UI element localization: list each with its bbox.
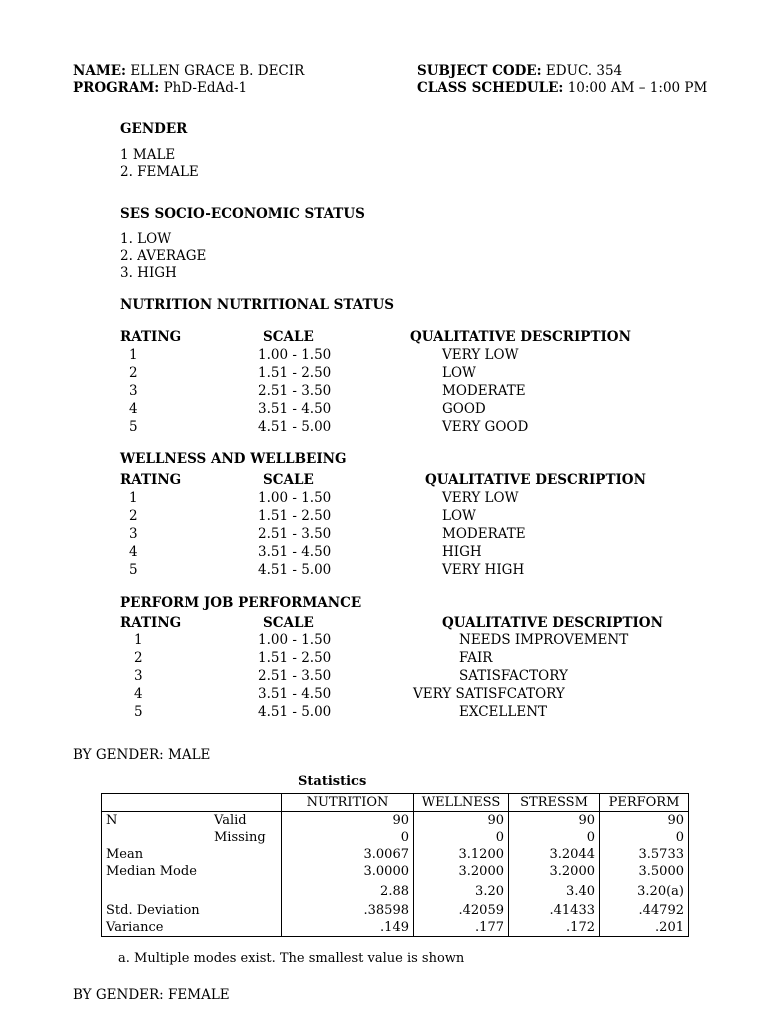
mean-value: 3.2044 (509, 846, 600, 863)
perform-rating: 2 (134, 650, 143, 666)
schedule-value: 10:00 AM – 1:00 PM (567, 80, 708, 96)
program-label: PROGRAM: (73, 80, 160, 96)
perform-scale: 1.00 - 1.50 (258, 632, 332, 648)
missing-value: 0 (600, 829, 689, 846)
perform-desc: FAIR (459, 650, 493, 666)
valid-value: 90 (282, 812, 414, 830)
mean-value: 3.1200 (414, 846, 509, 863)
subject-line (417, 63, 622, 80)
statistics-table (101, 793, 689, 937)
table-row (102, 880, 689, 902)
wellness-rating: 2 (129, 508, 138, 524)
table-row (102, 863, 689, 880)
median-value: 3.2000 (414, 863, 509, 880)
median-value: 3.0000 (282, 863, 414, 880)
std-value: .42059 (414, 902, 509, 919)
gender-title: GENDER (120, 121, 188, 137)
nutrition-scale: 3.51 - 4.50 (258, 401, 332, 417)
perform-header-rating: RATING (120, 615, 182, 631)
valid-label: Valid (210, 812, 282, 830)
nutrition-header-rating: RATING (120, 329, 182, 345)
nutrition-scale: 2.51 - 3.50 (258, 383, 332, 399)
perform-desc: NEEDS IMPROVEMENT (459, 632, 629, 648)
ses-item: 2. AVERAGE (120, 248, 207, 264)
ses-item: 1. LOW (120, 231, 172, 247)
wellness-desc: LOW (442, 508, 476, 524)
wellness-scale: 1.00 - 1.50 (258, 490, 332, 506)
name-label: NAME: (73, 63, 127, 79)
nutrition-rating: 4 (129, 401, 138, 417)
program-value: PhD-EdAd-1 (163, 80, 248, 96)
missing-value: 0 (282, 829, 414, 846)
std-value: .44792 (600, 902, 689, 919)
female-heading: BY GENDER: FEMALE (73, 987, 230, 1003)
gender-item: 2. FEMALE (120, 164, 199, 180)
ses-title: SES SOCIO-ECONOMIC STATUS (120, 206, 365, 222)
perform-scale: 4.51 - 5.00 (258, 704, 332, 720)
wellness-rating: 4 (129, 544, 138, 560)
wellness-rating: 3 (129, 526, 138, 542)
schedule-label: CLASS SCHEDULE: (417, 80, 564, 96)
stats-footnote: a. Multiple modes exist. The smallest value is shown (118, 951, 465, 966)
perform-header-scale: SCALE (263, 615, 314, 631)
wellness-desc: VERY HIGH (442, 562, 525, 578)
n-label: N (102, 812, 211, 830)
mode-value: 3.40 (509, 880, 600, 902)
perform-title: PERFORM JOB PERFORMANCE (120, 595, 362, 611)
mean-value: 3.5733 (600, 846, 689, 863)
perform-rating: 1 (134, 632, 143, 648)
mode-value: 3.20 (414, 880, 509, 902)
nutrition-desc: VERY LOW (442, 347, 519, 363)
nutrition-rating: 2 (129, 365, 138, 381)
subject-label: SUBJECT CODE: (417, 63, 542, 79)
missing-value: 0 (414, 829, 509, 846)
wellness-desc: MODERATE (442, 526, 526, 542)
variance-value: .177 (414, 919, 509, 937)
variance-value: .201 (600, 919, 689, 937)
nutrition-desc: GOOD (442, 401, 486, 417)
column-header: NUTRITION (282, 794, 414, 812)
nutrition-rating: 3 (129, 383, 138, 399)
nutrition-scale: 4.51 - 5.00 (258, 419, 332, 435)
perform-scale: 2.51 - 3.50 (258, 668, 332, 684)
nutrition-rating: 1 (129, 347, 138, 363)
variance-value: .172 (509, 919, 600, 937)
wellness-scale: 2.51 - 3.50 (258, 526, 332, 542)
valid-value: 90 (414, 812, 509, 830)
std-label: Std. Deviation (102, 902, 282, 919)
perform-scale: 1.51 - 2.50 (258, 650, 332, 666)
perform-rating: 4 (134, 686, 143, 702)
nutrition-title: NUTRITION NUTRITIONAL STATUS (120, 297, 395, 313)
column-header: PERFORM (600, 794, 689, 812)
perform-rating: 3 (134, 668, 143, 684)
table-row (102, 902, 689, 919)
wellness-scale: 1.51 - 2.50 (258, 508, 332, 524)
std-value: .41433 (509, 902, 600, 919)
wellness-header-scale: SCALE (263, 472, 314, 488)
column-header: WELLNESS (414, 794, 509, 812)
perform-header-desc: QUALITATIVE DESCRIPTION (442, 615, 663, 631)
wellness-header-desc: QUALITATIVE DESCRIPTION (425, 472, 646, 488)
male-heading: BY GENDER: MALE (73, 747, 211, 763)
nutrition-header-desc: QUALITATIVE DESCRIPTION (410, 329, 631, 345)
std-value: .38598 (282, 902, 414, 919)
wellness-header-rating: RATING (120, 472, 182, 488)
valid-value: 90 (600, 812, 689, 830)
table-row (102, 812, 689, 830)
column-header: STRESSM (509, 794, 600, 812)
schedule-line (417, 80, 707, 97)
median-value: 3.5000 (600, 863, 689, 880)
nutrition-scale: 1.51 - 2.50 (258, 365, 332, 381)
valid-value: 90 (509, 812, 600, 830)
perform-desc: EXCELLENT (459, 704, 548, 720)
table-row (102, 846, 689, 863)
missing-value: 0 (509, 829, 600, 846)
median-label: Median Mode (102, 863, 282, 880)
mode-value: 3.20(a) (600, 880, 689, 902)
name-line (73, 63, 304, 80)
perform-scale: 3.51 - 4.50 (258, 686, 332, 702)
table-row (102, 829, 689, 846)
name-value: ELLEN GRACE B. DECIR (130, 63, 305, 79)
wellness-title: WELLNESS AND WELLBEING (120, 451, 347, 467)
nutrition-rating: 5 (129, 419, 138, 435)
wellness-scale: 4.51 - 5.00 (258, 562, 332, 578)
mean-label: Mean (102, 846, 282, 863)
perform-desc: VERY SATISFCATORY (413, 686, 565, 702)
stats-caption: Statistics (298, 774, 367, 789)
nutrition-desc: MODERATE (442, 383, 526, 399)
wellness-desc: VERY LOW (442, 490, 519, 506)
perform-rating: 5 (134, 704, 143, 720)
nutrition-desc: LOW (442, 365, 476, 381)
perform-desc: SATISFACTORY (459, 668, 568, 684)
nutrition-scale: 1.00 - 1.50 (258, 347, 332, 363)
table-row (102, 919, 689, 937)
ses-item: 3. HIGH (120, 265, 177, 281)
variance-value: .149 (282, 919, 414, 937)
mode-value: 2.88 (282, 880, 414, 902)
subject-value: EDUC. 354 (545, 63, 623, 79)
table-header-row (102, 794, 689, 812)
mean-value: 3.0067 (282, 846, 414, 863)
wellness-desc: HIGH (442, 544, 482, 560)
variance-label: Variance (102, 919, 282, 937)
wellness-rating: 5 (129, 562, 138, 578)
program-line (73, 80, 247, 97)
wellness-scale: 3.51 - 4.50 (258, 544, 332, 560)
nutrition-header-scale: SCALE (263, 329, 314, 345)
median-value: 3.2000 (509, 863, 600, 880)
missing-label: Missing (210, 829, 282, 846)
nutrition-desc: VERY GOOD (442, 419, 529, 435)
wellness-rating: 1 (129, 490, 138, 506)
gender-item: 1 MALE (120, 147, 176, 163)
